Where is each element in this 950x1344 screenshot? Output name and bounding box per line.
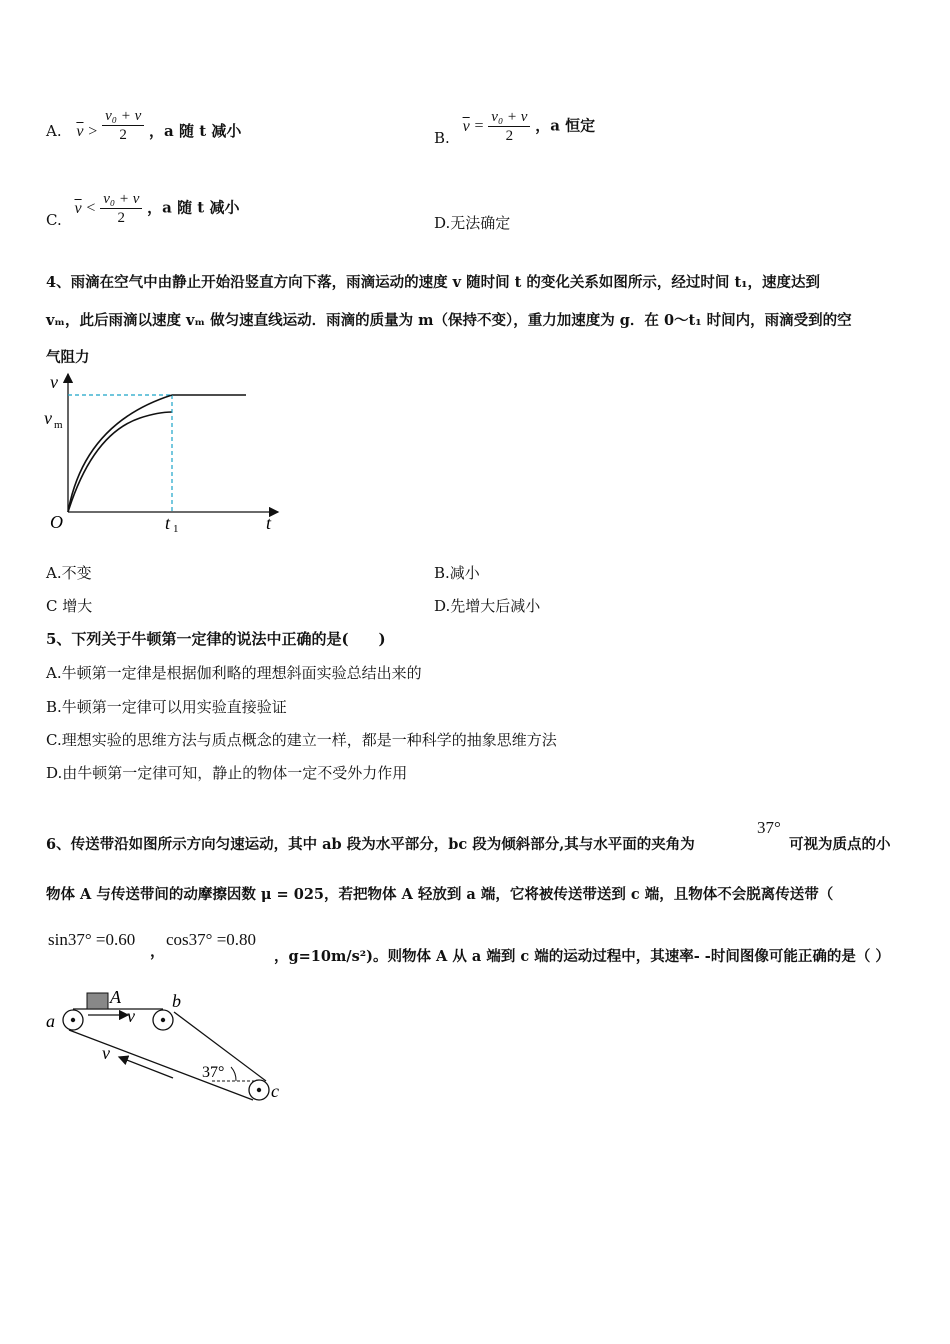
belt-bottom-edge	[69, 1030, 253, 1100]
v-bar-symbol: $\overline{v}$	[76, 123, 84, 140]
label-c: c	[271, 1081, 279, 1101]
label-v-bottom: v	[102, 1043, 110, 1063]
bottom-velocity-arrow	[119, 1057, 173, 1078]
q6-angle-value: 37°	[757, 818, 781, 837]
velocity-curve	[68, 412, 172, 512]
option-label: A.	[46, 122, 62, 140]
fraction-numerator: v₀ + v	[100, 190, 142, 209]
fraction-denominator: 2	[119, 126, 127, 143]
t1-subscript: 1	[173, 523, 179, 535]
q4-stem-line1: 4、雨滴在空气中由静止开始沿竖直方向下落，雨滴运动的速度 v 随时间 t 的变化关系如图所示，经过时间 t₁，速度达到	[46, 274, 820, 291]
fraction-numerator: v₀ + v	[488, 108, 530, 127]
option-tail: ，a 随 t 减小	[149, 122, 242, 140]
origin-label: O	[50, 512, 63, 532]
option-tail: ，a 恒定	[535, 116, 596, 135]
v-bar-symbol: $\overline{v}$	[462, 117, 470, 135]
fraction-denominator: 2	[117, 210, 126, 226]
option-label: B.	[434, 128, 450, 147]
pulley-c-axle	[257, 1088, 261, 1092]
y-axis-label: v	[50, 372, 58, 392]
fraction	[488, 108, 530, 145]
cos-value: cos37° =0.80	[166, 930, 257, 949]
x-axis-label: t	[266, 513, 272, 533]
pulley-b-axle	[161, 1018, 165, 1022]
t1-label: t	[165, 513, 171, 533]
q5-stem: 5、下列关于牛顿第一定律的说法中正确的是( )	[46, 630, 386, 648]
vm-subscript: m	[54, 419, 63, 431]
q4-option-d[interactable]: D.先增大后减小	[434, 597, 541, 615]
q6-stem-line1: 6、传送带沿如图所示方向匀速运动，其中 ab 段为水平部分，bc 段为倾斜部分,其与水平面的夹角为	[46, 836, 695, 853]
comma: ，	[150, 942, 166, 960]
q3-option-c[interactable]	[46, 190, 239, 227]
label-v-top: v	[127, 1006, 135, 1026]
q4-option-c[interactable]: C 增大	[46, 597, 93, 615]
q3-option-d[interactable]: D.无法确定	[434, 214, 511, 232]
sin-value: sin37° =0.60	[48, 930, 136, 949]
fraction	[102, 107, 144, 144]
conveyor-belt-diagram	[40, 985, 290, 1110]
label-a: a	[46, 1011, 55, 1031]
comparison-sign: =	[474, 117, 484, 135]
option-tail: ，a 随 t 减小	[147, 198, 240, 217]
block-a	[87, 993, 108, 1009]
fraction-denominator: 2	[505, 128, 514, 144]
velocity-curve-main	[68, 395, 172, 512]
q4-stem-line2: vₘ，此后雨滴以速度 vₘ 做匀速直线运动．雨滴的质量为 m（保持不变），重力加速度为 g．在 0～t₁ 时间内，雨滴受到的空	[46, 312, 852, 329]
q5-option-a[interactable]: A.牛顿第一定律是根据伽利略的理想斜面实验总结出来的	[46, 664, 422, 682]
q4-option-a[interactable]: A.不变	[46, 564, 92, 582]
fraction-numerator: v₀ + v	[102, 107, 144, 126]
angle-arc	[231, 1067, 236, 1081]
label-block-a: A	[110, 987, 121, 1007]
q4-stem-line3: 气阻力	[46, 349, 90, 366]
q6-stem-line3-tail: ，g=10m/s²)。则物体 A 从 a 端到 c 端的运动过程中，其速率- -时间图像可能正确的是（ ）	[274, 948, 890, 965]
v-bar-symbol: $\overline{v}$	[74, 199, 82, 217]
q5-option-d[interactable]: D.由牛顿第一定律可知，静止的物体一定不受外力作用	[46, 764, 408, 782]
fraction	[100, 190, 142, 227]
q6-stem-line1-tail: 可视为质点的小	[789, 836, 891, 853]
q4-option-b[interactable]: B.减小	[434, 564, 480, 582]
comparison-sign: >	[88, 123, 98, 140]
label-b: b	[172, 991, 181, 1011]
pulley-a-axle	[71, 1018, 75, 1022]
q5-option-c[interactable]: C.理想实验的思维方法与质点概念的建立一样，都是一种科学的抽象思维方法	[46, 731, 557, 749]
q3-option-b[interactable]	[434, 108, 595, 145]
comparison-sign: <	[86, 199, 96, 217]
q5-option-b[interactable]: B.牛顿第一定律可以用实验直接验证	[46, 698, 287, 716]
label-angle: 37°	[202, 1064, 225, 1081]
vm-label: v	[44, 408, 52, 428]
option-label: C.	[46, 210, 62, 229]
velocity-time-graph	[40, 368, 290, 538]
q3-option-a[interactable]	[46, 107, 242, 144]
q6-stem-line2: 物体 A 与传送带间的动摩擦因数 μ = 025，若把物体 A 轻放到 a 端，它将被传送带送到 c 端，且物体不会脱离传送带（	[46, 886, 834, 903]
